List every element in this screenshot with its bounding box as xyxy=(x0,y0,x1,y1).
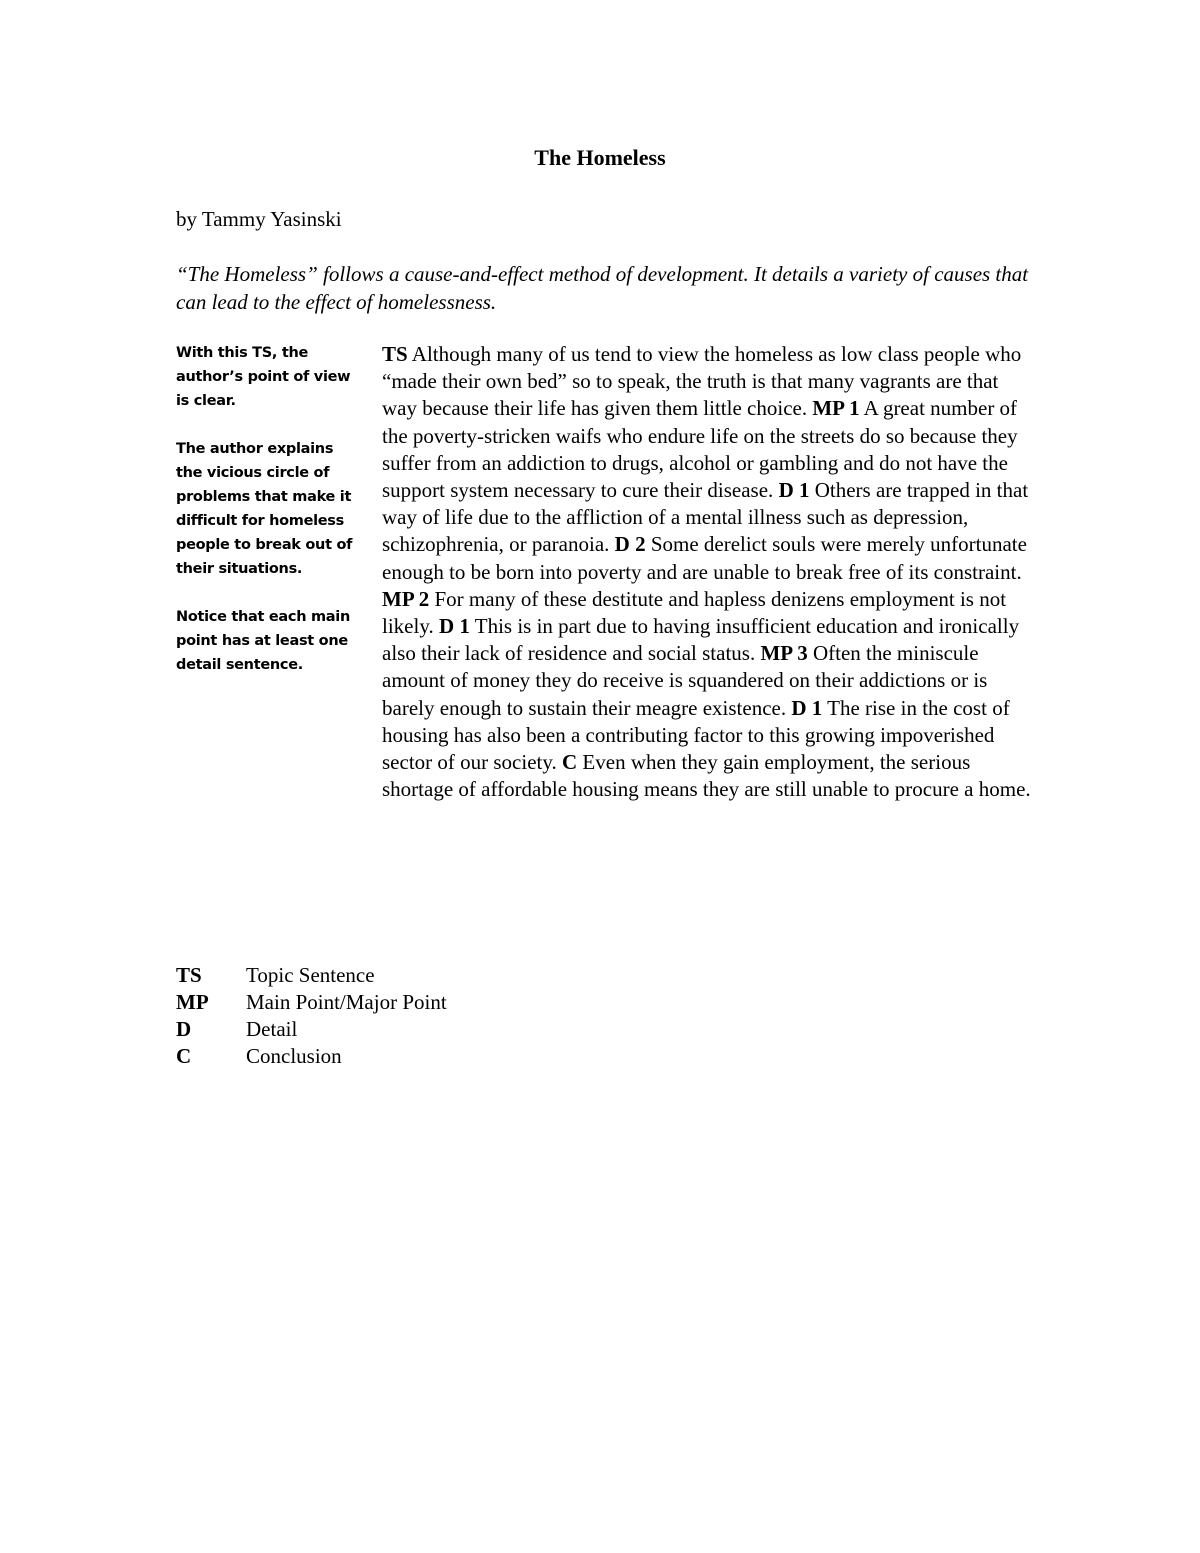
sentence-label: D 1 xyxy=(791,695,823,720)
legend-meaning: Detail xyxy=(246,1017,298,1041)
sentence-text: Even when they gain employment, the serious shortage of affordable housing means they are still unable to procure a home. xyxy=(382,750,1031,802)
sentence-text: This is in part due to having insufficient education and ironically also their lack of residence and social status. xyxy=(382,614,1020,666)
intro-summary: “The Homeless” follows a cause-and-effect method of development. It details a variety of causes that can lead to the effect of homelessness. xyxy=(176,262,1029,314)
sentence-label: D 2 xyxy=(614,532,646,557)
margin-note: Notice that each main point has at least one detail sentence. xyxy=(176,609,350,673)
legend-row xyxy=(176,1016,447,1043)
sentence-label: MP 3 xyxy=(760,641,808,666)
legend-abbreviation: D xyxy=(176,1017,192,1041)
margin-note: The author explains the vicious circle of problems that make it difficult for homeless people to break out of their situations. xyxy=(176,441,353,577)
legend-meaning: Topic Sentence xyxy=(246,963,375,987)
legend-meaning: Conclusion xyxy=(246,1044,342,1068)
sentence-label: C xyxy=(562,750,578,775)
abbreviation-legend xyxy=(176,962,447,1070)
legend-row xyxy=(176,962,447,989)
essay-paragraph xyxy=(382,341,1032,803)
legend-meaning: Main Point/Major Point xyxy=(246,990,447,1014)
legend-abbreviation: TS xyxy=(176,963,202,987)
sentence-text: For many of these destitute and hapless denizens employment is not likely. xyxy=(382,586,1007,639)
legend-abbreviation: C xyxy=(176,1044,192,1068)
margin-notes xyxy=(176,341,361,701)
margin-note: With this TS, the author’s point of view is clear. xyxy=(176,345,351,409)
sentence-label: D 1 xyxy=(778,478,810,503)
author-byline: by Tammy Yasinski xyxy=(176,207,342,231)
sentence-text: A great number of the poverty-stricken waifs who endure life on the streets do so because they suffer from an addiction to drugs, alcohol or gambling and do not have the support system necessary to cure their disease. xyxy=(382,396,1018,503)
sentence-text: Some derelict souls were merely unfortunate enough to be born into poverty and are unable to break free of its constraint. xyxy=(382,532,1027,584)
sentence-label: D 1 xyxy=(438,614,470,639)
sentence-text: Although many of us tend to view the homeless as low class people who “made their own bed” so to speak, the truth is that many vagrants are that way because their life has given them little choice. xyxy=(382,342,1022,421)
sentence-label: MP 2 xyxy=(382,586,430,611)
legend-row xyxy=(176,989,447,1016)
document-title: The Homeless xyxy=(534,145,666,170)
sentence-text: The rise in the cost of housing has also been a contributing factor to this growing impoverished sector of our society. xyxy=(382,695,1010,775)
sentence-label: TS xyxy=(382,342,408,366)
sentence-label: MP 1 xyxy=(812,396,860,421)
legend-row xyxy=(176,1043,447,1070)
sentence-text: Often the miniscule amount of money they do receive is squandered on their addictions or is barely enough to sustain their meagre existence. xyxy=(382,641,988,720)
legend-abbreviation: MP xyxy=(176,990,209,1014)
sentence-text: Others are trapped in that way of life due to the affliction of a mental illness such as depression, schizophrenia, or paranoia. xyxy=(382,478,1029,557)
